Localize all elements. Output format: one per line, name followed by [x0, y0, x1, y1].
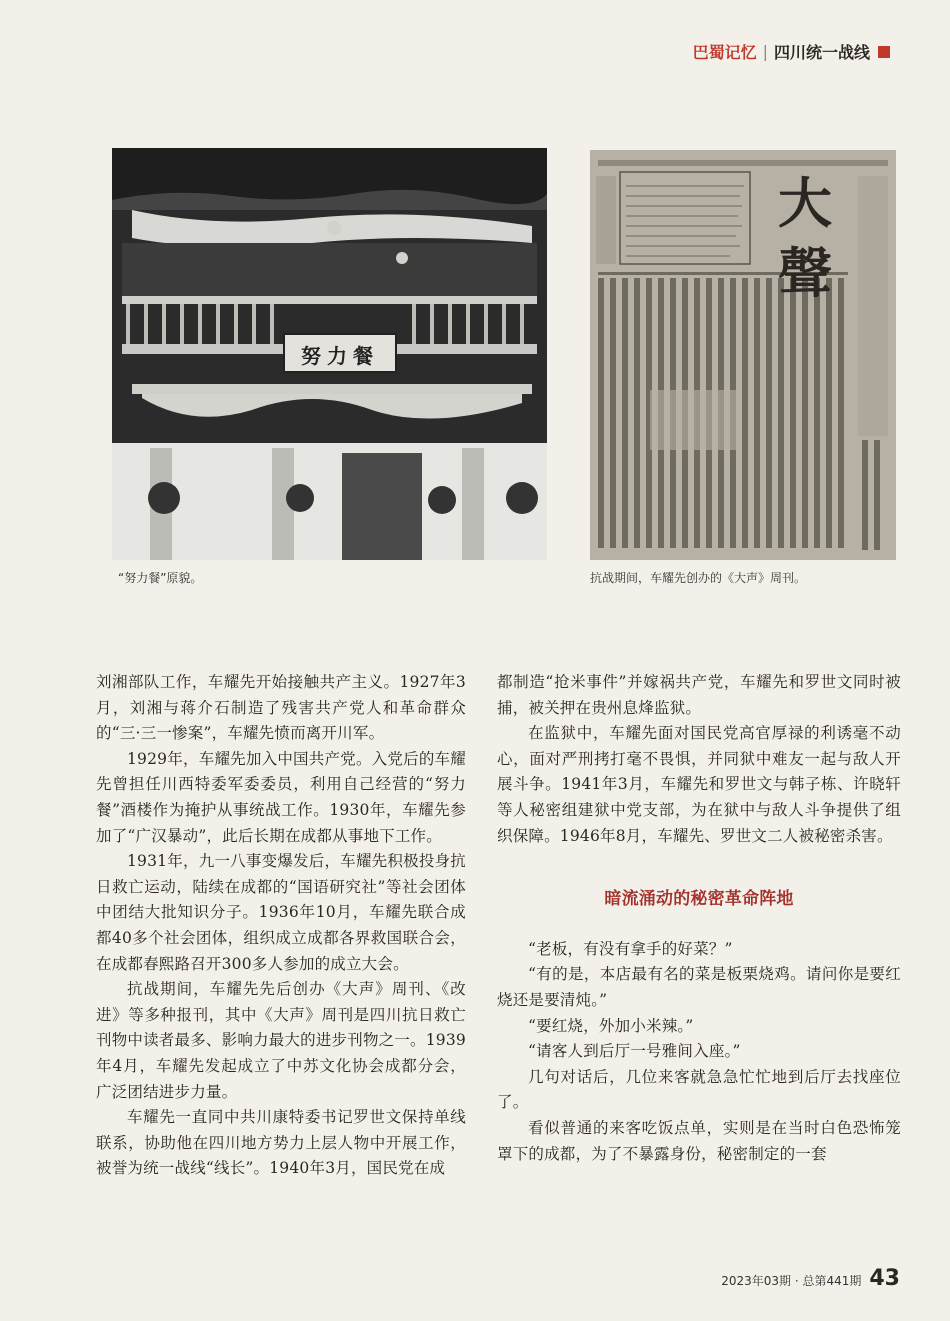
- column-name: 巴蜀记忆: [692, 43, 757, 62]
- paragraph: 看似普通的来客吃饭点单，实则是在当时白色恐怖笼罩下的成都，为了不暴露身份，秘密制定的一套: [497, 1118, 901, 1163]
- paragraph: 都制造“抢米事件”并嫁祸共产党，车耀先和罗世文同时被捕，被关押在贵州息烽监狱。: [497, 673, 901, 717]
- section-name: 四川统一战线: [773, 43, 870, 62]
- running-header: [693, 40, 890, 63]
- section-subheading: 暗流涌动的秘密革命阵地: [604, 889, 794, 910]
- paragraph: 在监狱中，车耀先面对国民党高官厚禄的利诱毫不动心，面对严刑拷打毫不畏惧，并同狱中难友一起与敌人开展斗争。1941年3月，车耀先和罗世文与韩子栋、许晓轩等人秘密组建狱中党支部，为在狱中与敌人斗争提供了组织保障。1946年8月，车耀先、罗世文二人被秘密杀害。: [497, 724, 901, 845]
- page-footer: [721, 1266, 900, 1291]
- body-left-column: [96, 670, 466, 1182]
- paragraph: 几句对话后，几位来客就急急忙忙地到后厅去找座位了。: [497, 1067, 901, 1112]
- page-number: 43: [869, 1266, 900, 1291]
- photo-caption-right: 抗战期间，车耀先创办的《大声》周刊。: [590, 571, 807, 585]
- paragraph: 车耀先一直同中共川康特委书记罗世文保持单线联系，协助他在四川地方势力上层人物中开展工作，被誉为统一战线“线长”。1940年3月，国民党在成: [96, 1108, 466, 1178]
- paragraph: “要红烧，外加小米辣。”: [528, 1016, 694, 1035]
- header-square-marker: [878, 46, 890, 58]
- paragraph: 抗战期间，车耀先先后创办《大声》周刊、《改进》等多种报刊，其中《大声》周刊是四川抗日救亡刊物中读者最多、影响力最大的进步刊物之一。1939年4月，车耀先发起成立了中苏文化协会成都分会，广泛团结进步力量。: [96, 980, 466, 1101]
- body-right-column: [497, 670, 901, 1167]
- paragraph: “有的是，本店最有名的菜是板栗烧鸡。请问你是要红烧还是要清炖。”: [497, 965, 901, 1009]
- newspaper-masthead: 大聲: [778, 171, 832, 305]
- paragraph: 1929年，车耀先加入中国共产党。入党后的车耀先曾担任川西特委军委委员，利用自己经营的“努力餐”酒楼作为掩护从事统战工作。1930年，车耀先参加了“广汉暴动”，此后长期在成都从事地下工作。: [96, 749, 466, 845]
- paragraph: “老板，有没有拿手的好菜？”: [528, 939, 733, 958]
- paragraph: 1931年，九一八事变爆发后，车耀先积极投身抗日救亡运动，陆续在成都的“国语研究社”等社会团体中团结大批知识分子。1936年10月，车耀先联合成都40多个社会团体，组织成立成都各界救国联合会，在成都春熙路召开300多人参加的成立大会。: [96, 852, 466, 973]
- photo-dasheng-weekly: [590, 150, 896, 560]
- photo-caption-left: “努力餐”原貌。: [118, 571, 203, 585]
- photo-nulican-restaurant: [112, 148, 547, 560]
- paragraph: “请客人到后厅一号雅间入座。”: [528, 1042, 741, 1061]
- issue-info: 2023年03期 · 总第441期: [721, 1274, 862, 1288]
- header-separator: |: [762, 42, 768, 61]
- restaurant-signboard-text: 努力餐: [301, 344, 379, 368]
- paragraph: 刘湘部队工作，车耀先开始接触共产主义。1927年3月，刘湘与蒋介石制造了残害共产党人和革命群众的“三·三一惨案”，车耀先愤而离开川军。: [96, 673, 466, 743]
